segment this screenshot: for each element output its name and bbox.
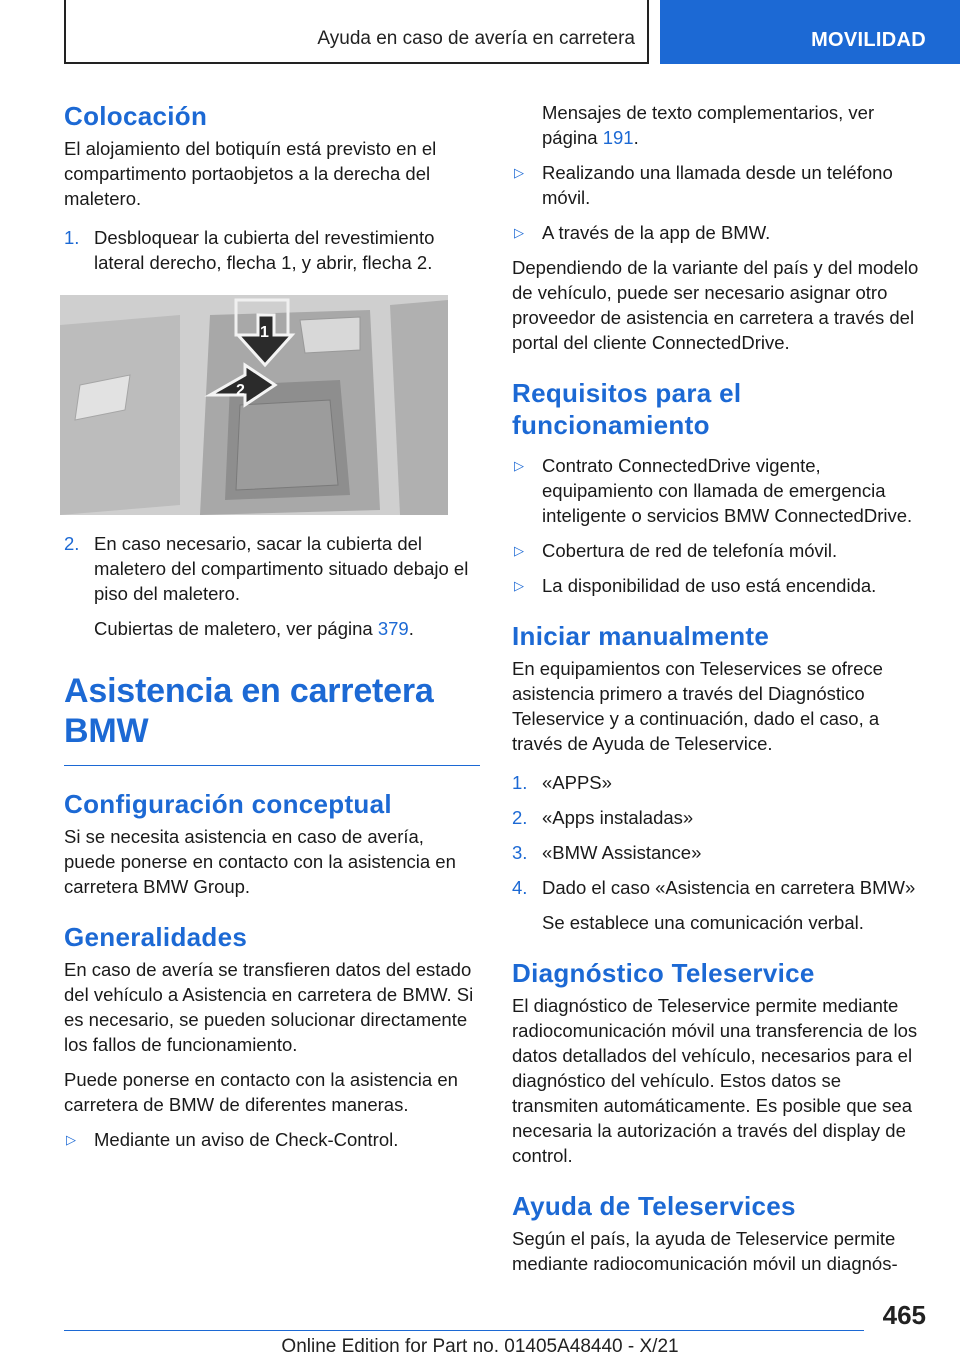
step-2-reference-text: Cubiertas de maletero, ver página [94,618,378,639]
page-link-191[interactable]: 191 [602,127,634,148]
step-1 [64,225,480,275]
trunk-figure [60,295,448,515]
triangle-bullet-icon: ▷ [514,165,524,180]
left-column [64,100,480,1162]
bullet-continuation [512,100,928,150]
trunk-illustration [60,295,448,515]
req-2 [512,538,928,563]
config-heading: Configuración conceptual [64,789,392,819]
req-1 [512,453,928,528]
header-frame [64,0,649,64]
manual-step-4 [512,875,928,900]
manual-step-4-number: 4. [512,877,528,898]
right-column [512,100,928,1286]
bullet-app [512,220,928,245]
manual-step-1-number: 1. [512,772,528,793]
teleservice-help-heading: Ayuda de Teleservices [512,1191,796,1221]
bullet-phone-text: Realizando una llamada desde un teléfono móvil. [542,162,893,208]
main-title: Asistencia en carretera BMW [64,672,434,750]
step-2-reference-end: . [408,618,414,639]
bullet-continuation-end: . [633,127,639,148]
footer-edition: Online Edition for Part no. 01405A48440 - X/21 [281,1336,679,1357]
triangle-bullet-icon: ▷ [514,458,524,473]
general-heading: Generalidades [64,922,248,952]
manual-heading: Iniciar manualmente [512,621,770,651]
step-2-text: En caso necesario, sacar la cubierta del maletero del compartimento situado debajo el piso del maletero. [94,533,469,604]
chapter-tab[interactable] [660,0,960,64]
triangle-bullet-icon: ▷ [514,543,524,558]
manual-step-4-text: Dado el caso «Asistencia en carretera BMW» [542,877,916,898]
depend-text: Dependiendo de la variante del país y del modelo de vehículo, puede ser necesario asignar otro proveedor de asistencia en carretera a través del portal del cliente ConnectedDrive. [512,257,919,353]
page-link-379[interactable]: 379 [377,618,409,639]
req-1-text: Contrato ConnectedDrive vigente, equipamiento con llamada de emergencia inteligente o servicios BMW ConnectedDrive. [542,455,913,526]
colocacion-heading: Colocación [64,101,208,131]
bullet-check-control-text: Mediante un aviso de Check-Control. [94,1129,399,1150]
triangle-bullet-icon: ▷ [514,578,524,593]
colocacion-text: El alojamiento del botiquín está previsto en el compartimento portaobjetos a la derecha del maletero. [64,138,437,209]
bullet-check-control [64,1127,480,1152]
req-2-text: Cobertura de red de telefonía móvil. [542,540,838,561]
triangle-bullet-icon: ▷ [514,225,524,240]
step-1-number: 1. [64,227,80,248]
bullet-app-text: A través de la app de BMW. [542,222,771,243]
req-3-text: La disponibilidad de uso está encendida. [542,575,877,596]
manual-step-3-text: «BMW Assistance» [542,842,702,863]
bullet-continuation-text: Mensajes de texto complementarios, ver página [542,102,875,148]
step-2-number: 2. [64,533,80,554]
config-text: Si se necesita asistencia en caso de avería, puede ponerse en contacto con la asistencia en carretera BMW Group. [64,826,456,897]
chapter-tab-label: MOVILIDAD [811,29,926,51]
requirements-heading: Requisitos para el funcionamiento [512,378,742,440]
manual-step-2-text: «Apps instaladas» [542,807,694,828]
triangle-bullet-icon: ▷ [66,1132,76,1147]
teleservice-help-text: Según el país, la ayuda de Teleservice permite mediante radiocomunicación móvil un diagnós- [512,1228,898,1274]
diagnostic-heading: Diagnóstico Teleservice [512,958,815,988]
manual-step-4-result: Se establece una comunicación verbal. [542,912,864,933]
arrow-2-label: 2 [236,382,245,399]
step-1-text: Desbloquear la cubierta del revestimiento lateral derecho, flecha 1, y abrir, flecha 2. [94,227,435,273]
manual-step-2-number: 2. [512,807,528,828]
step-2 [64,531,480,606]
page-number: 465 [882,1300,926,1330]
general-text-2: Puede ponerse en contacto con la asistencia en carretera de BMW de diferentes maneras. [64,1069,458,1115]
footer-rule [64,1330,864,1331]
general-text-1: En caso de avería se transfieren datos del estado del vehículo a Asistencia en carretera de BMW. Si es necesario, se pueden solucionar directamente los fallos de funcionamiento. [64,959,474,1055]
arrow-1-label: 1 [260,324,269,341]
manual-step-3-number: 3. [512,842,528,863]
manual-step-3 [512,840,928,865]
manual-step-1 [512,770,928,795]
manual-text: En equipamientos con Teleservices se ofrece asistencia primero a través del Diagnóstico Teleservice y a continuación, dado el caso, a través de Ayuda de Teleservice. [512,658,883,754]
section-title: Ayuda en caso de avería en carretera [317,28,635,49]
manual-step-1-text: «APPS» [542,772,612,793]
title-rule [64,765,480,766]
diagnostic-text: El diagnóstico de Teleservice permite mediante radiocomunicación móvil una transferencia de los datos detallados del vehículo, necesarios para el diagnóstico del vehículo. Estos datos se transmiten automáticamente. Es posible que sea necesaria la autorización a través del display de control. [512,995,918,1166]
req-3 [512,573,928,598]
bullet-phone [512,160,928,210]
step-2-reference [64,616,480,641]
manual-step-2 [512,805,928,830]
